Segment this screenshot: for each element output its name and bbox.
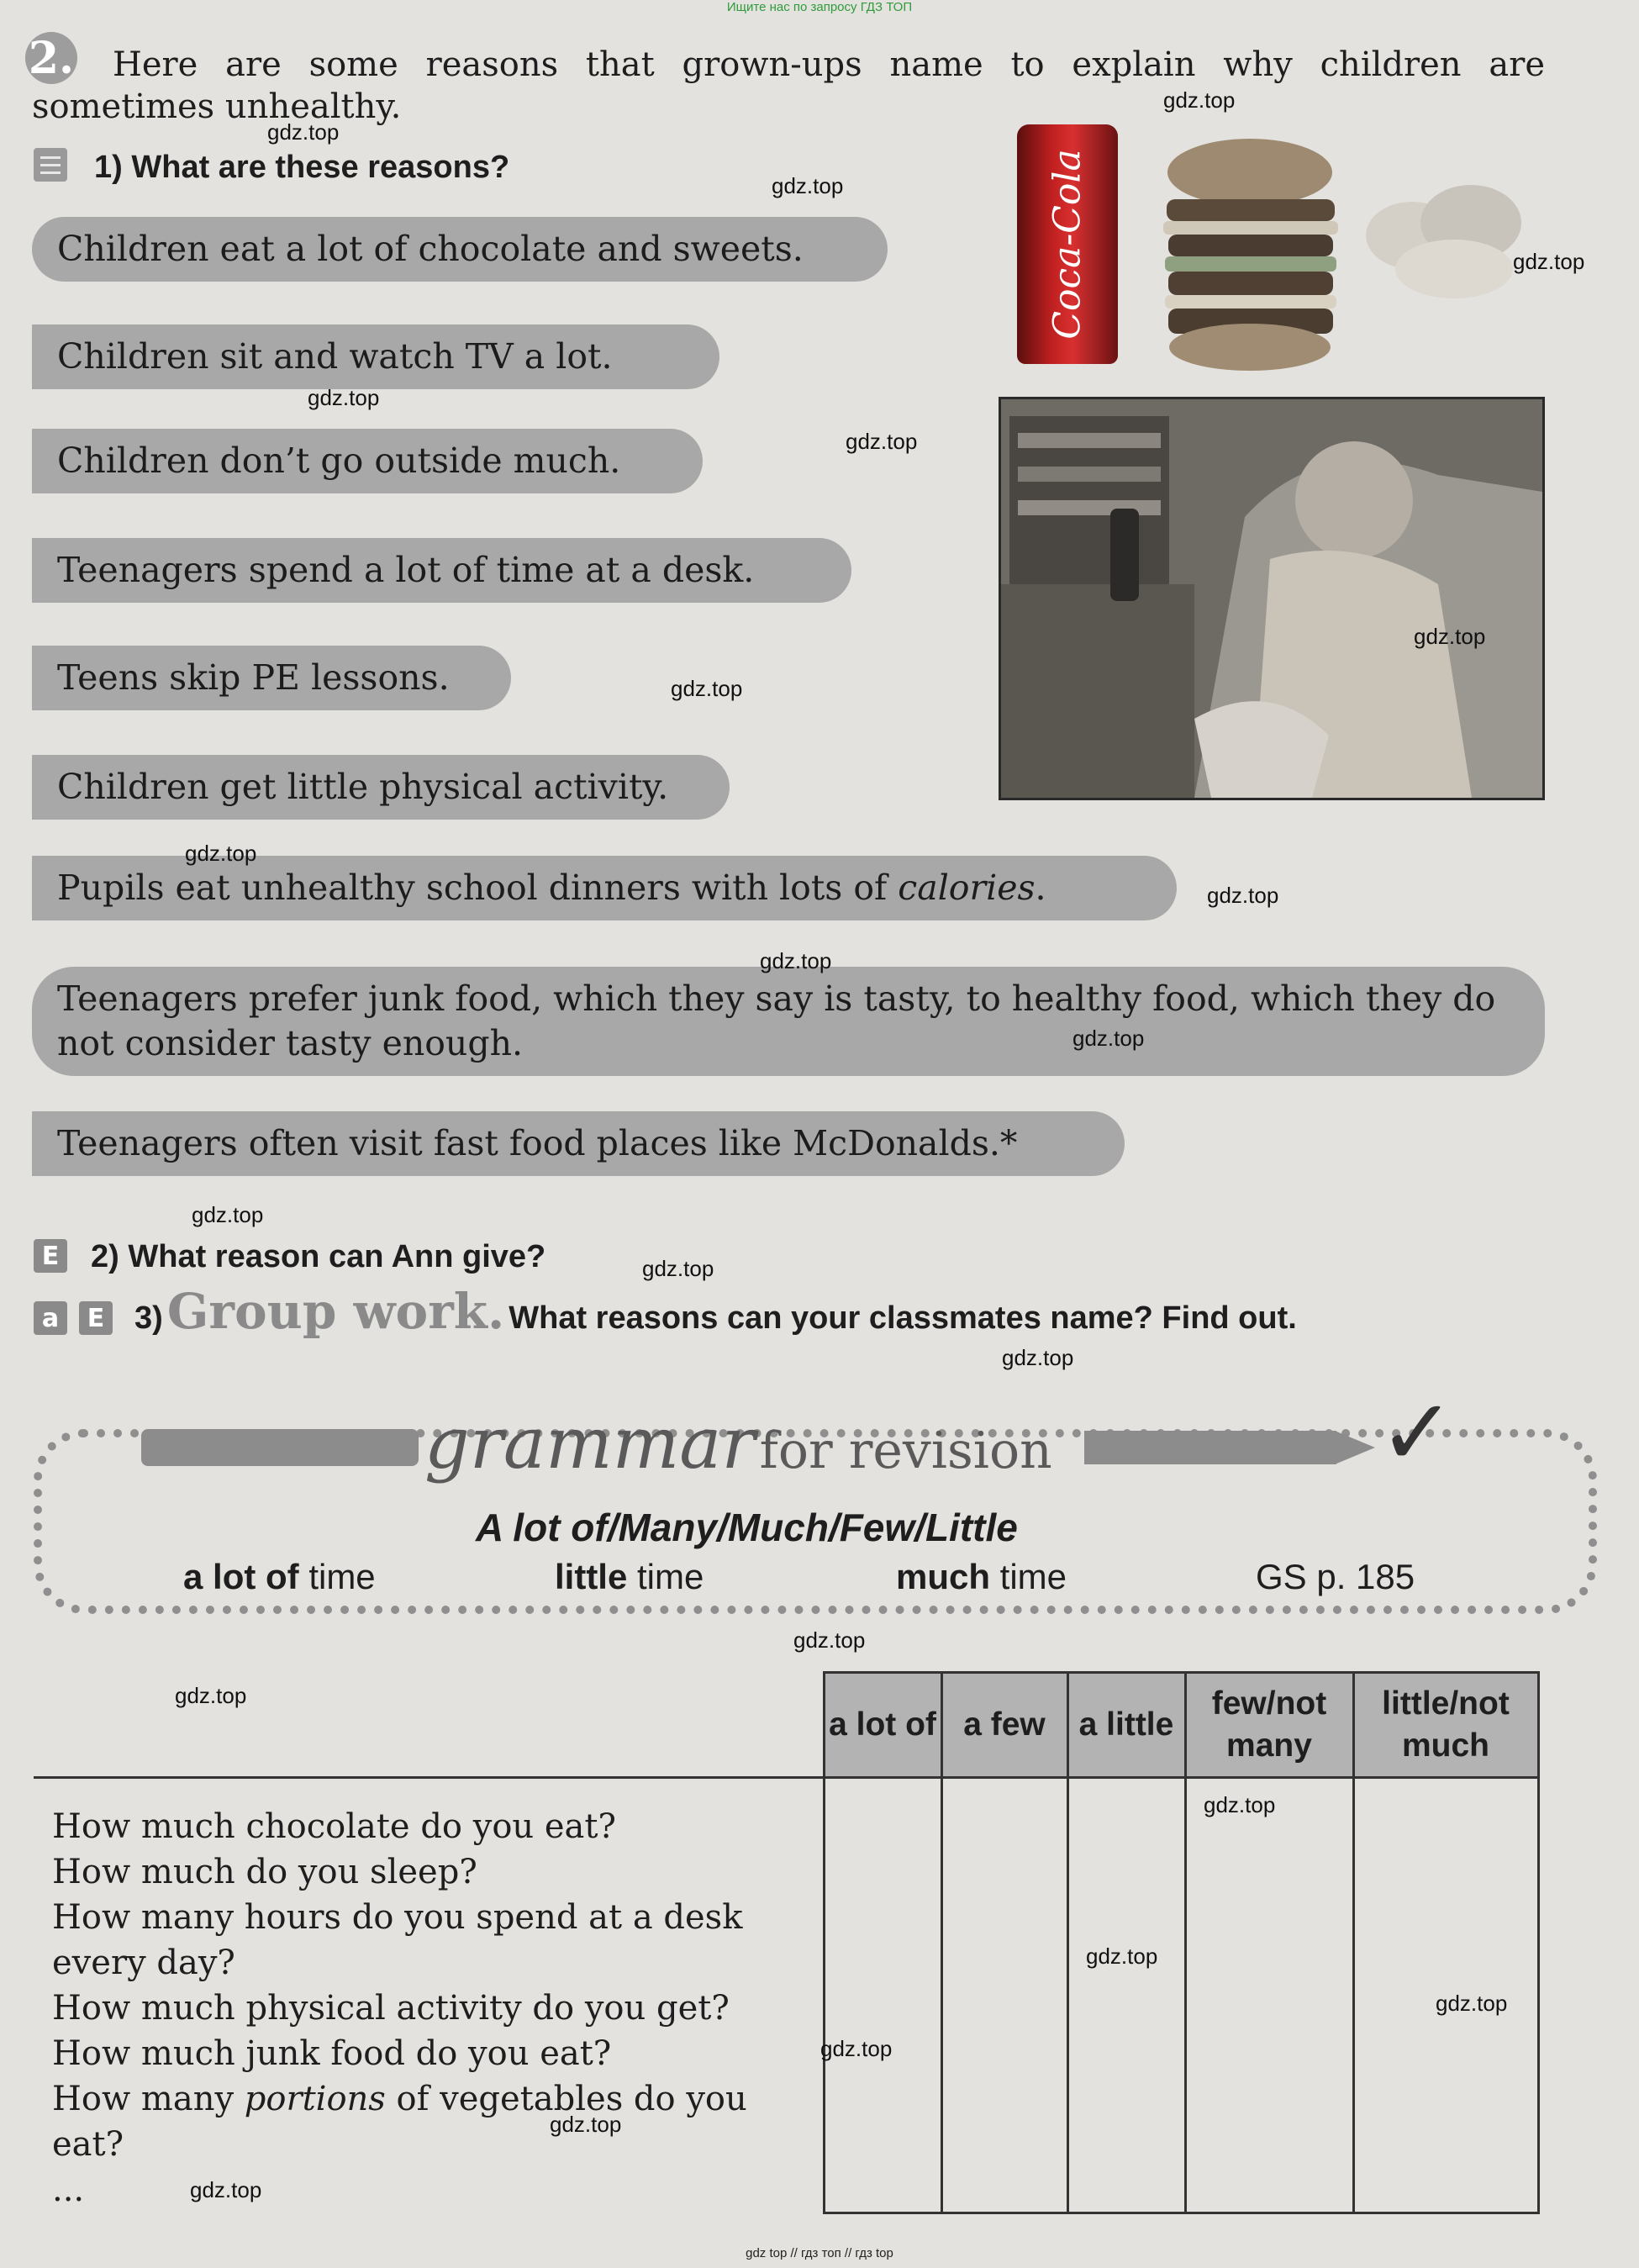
answer-cell[interactable] (824, 1778, 941, 2213)
pair-speaker-icon (79, 1301, 113, 1335)
chips-image (1362, 177, 1530, 303)
table-corner (34, 1673, 824, 1778)
table-body-row (34, 1778, 1538, 2213)
reason-7-end: . (1035, 868, 1046, 908)
grammar-example-1 (183, 1557, 376, 1597)
pair-icon-letter: E (87, 1303, 105, 1333)
cola-can-image (1017, 124, 1118, 364)
answer-cell[interactable] (941, 1778, 1067, 2213)
subtask-2-text: What reason can Ann give? (128, 1239, 546, 1274)
subtask-3-number: 3) (134, 1300, 163, 1336)
reason-7-italic: calories (898, 868, 1036, 908)
reason-pill: Children don’t go outside much. (32, 429, 703, 493)
grammar-title (424, 1402, 1052, 1485)
task-number: 2. (28, 32, 75, 84)
list-icon (34, 148, 67, 182)
watermark: gdz.top (1204, 1792, 1276, 1817)
watermark: gdz.top (1207, 883, 1279, 908)
example-1-bold: a lot of (183, 1557, 299, 1596)
ann-icon-letter: E (41, 1241, 60, 1271)
watermark: gdz.top (308, 385, 380, 410)
col-header: little/not much (1353, 1673, 1538, 1778)
watermark: gdz.top (185, 841, 257, 866)
reason-pill: Children eat a lot of chocolate and sweets. (32, 217, 888, 282)
example-1-rest: time (298, 1557, 376, 1596)
pencil-tip-icon (1335, 1431, 1375, 1464)
subtask-1-number: 1) (94, 150, 123, 185)
grammar-title-word: grammar (424, 1402, 756, 1485)
ann-speaker-icon (34, 1239, 67, 1273)
burger-image (1160, 139, 1341, 374)
reason-pill: Children get little physical activity. (32, 755, 730, 820)
watermark: gdz.top (1513, 249, 1585, 274)
subtask-3-heading (134, 1283, 1297, 1340)
watermark: gdz.top (1072, 1026, 1145, 1051)
grammar-example-3 (896, 1557, 1067, 1597)
boy-watching-tv-photo (999, 397, 1545, 800)
watermark: gdz.top (820, 2036, 893, 2061)
question-item: How much do you sleep? (52, 1853, 477, 1891)
question-ellipsis: ... (52, 2170, 85, 2209)
subtask-3-group-work: Group work. (166, 1283, 505, 1340)
watermark: gdz.top (846, 429, 918, 454)
watermark: gdz.top (1002, 1345, 1074, 1370)
questions-cell (34, 1778, 824, 2213)
subtask-2-heading (91, 1239, 545, 1275)
reason-7-text: Pupils eat unhealthy school dinners with lots of (57, 868, 888, 908)
question-item (52, 2076, 823, 2167)
example-2-rest: time (627, 1557, 704, 1596)
col-header: a lot of (824, 1673, 941, 1778)
q6-end: of vegetables do you eat? (52, 2080, 747, 2164)
survey-table (34, 1671, 1540, 2214)
watermark: gdz.top (793, 1627, 866, 1653)
col-header: a little (1067, 1673, 1185, 1778)
q6-start: How many (52, 2080, 235, 2118)
col-header: few/not many (1185, 1673, 1353, 1778)
reason-pill: Teenagers often visit fast food places like McDonalds.* (32, 1111, 1125, 1176)
example-3-rest: time (990, 1557, 1067, 1596)
watermark: gdz.top (1163, 87, 1236, 113)
question-item: How much junk food do you eat? (52, 2034, 612, 2073)
bottom-banner[interactable]: gdz top // гдз топ // гдз top (746, 2246, 893, 2260)
watermark: gdz.top (267, 119, 340, 145)
subtask-3-text: What reasons can your classmates name? Find out. (509, 1300, 1297, 1336)
top-banner[interactable]: Ищите нас по запросу ГДЗ ТОП (726, 0, 913, 14)
watermark: gdz.top (1436, 1991, 1508, 2016)
cola-can-label: Coca-Cola (1046, 149, 1089, 340)
watermark: gdz.top (642, 1256, 714, 1281)
question-item: How much chocolate do you eat? (52, 1807, 616, 1846)
watermark: gdz.top (671, 676, 743, 701)
question-item: How many hours do you spend at a desk every day? (52, 1898, 743, 1982)
question-item: How much physical activity do you get? (52, 1989, 730, 2028)
subtask-1-text: What are these reasons? (131, 150, 510, 185)
pencil-left-icon (141, 1429, 419, 1466)
table-header-row (34, 1673, 1538, 1778)
grammar-subtitle: A lot of/Many/Much/Few/Little (476, 1506, 1018, 1549)
example-2-bold: little (555, 1557, 628, 1596)
grammar-example-2 (555, 1557, 704, 1597)
answer-cell[interactable] (1185, 1778, 1353, 2213)
subtask-1-heading (94, 150, 509, 186)
watermark: gdz.top (1414, 624, 1486, 649)
subtask-2-number: 2) (91, 1239, 119, 1274)
task-intro: Here are some reasons that grown-ups name to explain why children are sometimes unhealthy. (32, 45, 1545, 126)
answer-cell[interactable] (1067, 1778, 1185, 2213)
reason-pill: Teenagers prefer junk food, which they say is tasty, to healthy food, which they do not consider tasty enough. (32, 967, 1545, 1076)
watermark: gdz.top (175, 1683, 247, 1708)
watermark: gdz.top (550, 2112, 622, 2137)
reason-pill: Teens skip PE lessons. (32, 646, 511, 710)
watermark: gdz.top (760, 948, 832, 973)
checkmark-icon: ✓ (1378, 1379, 1457, 1486)
q6-italic: portions (244, 2080, 386, 2118)
grammar-reference: GS p. 185 (1256, 1557, 1415, 1596)
example-3-bold: much (896, 1557, 991, 1596)
watermark: gdz.top (192, 1202, 264, 1227)
col-header: a few (941, 1673, 1067, 1778)
activity-book-icon (34, 1301, 67, 1335)
watermark: gdz.top (1086, 1944, 1158, 1969)
reason-pill: Children sit and watch TV a lot. (32, 324, 719, 389)
pencil-right-icon (1084, 1431, 1336, 1464)
reason-pill: Teenagers spend a lot of time at a desk. (32, 538, 851, 603)
grammar-title-rest: for revision (759, 1421, 1052, 1480)
watermark: gdz.top (772, 173, 844, 198)
watermark: gdz.top (190, 2177, 262, 2202)
group-icon-letter: a (41, 1303, 60, 1333)
